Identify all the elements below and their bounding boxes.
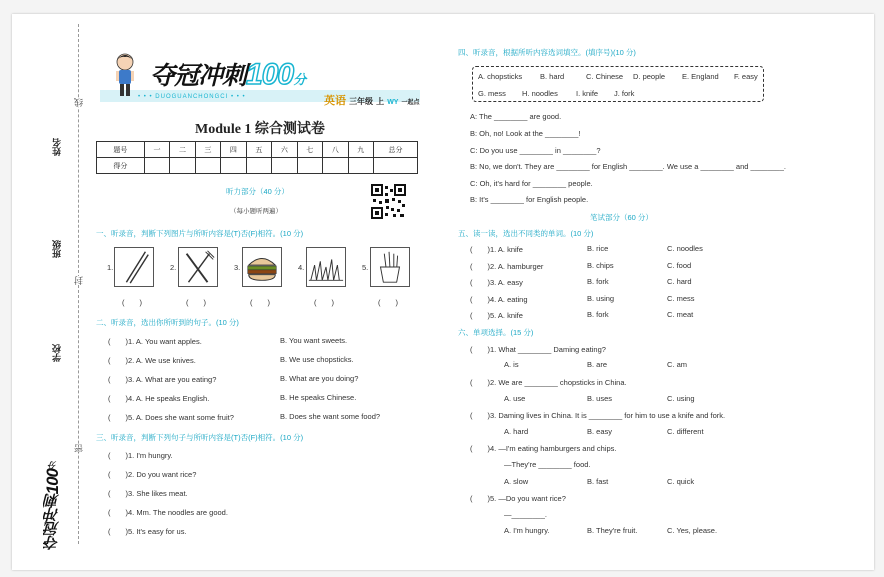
mc-option: C. using xyxy=(667,394,695,403)
choice-option: B. rice xyxy=(587,244,609,253)
knife-fork-icon xyxy=(179,248,217,286)
word-option: C. Chinese xyxy=(586,72,624,81)
mc-option: C. am xyxy=(667,360,688,369)
section-3-title: 三、听录音，判断下列句子与所听内容是(T)否(F)相符。(10 分) xyxy=(96,433,304,442)
mc-option: C. different xyxy=(667,427,704,436)
question-right: B. You want sweets. xyxy=(280,336,348,345)
word-option: H. noodles xyxy=(522,89,558,98)
picture-box xyxy=(178,247,218,287)
question-item: ( )3. She likes meat. xyxy=(108,489,188,498)
mc-option: B. are xyxy=(587,360,608,369)
picture-box xyxy=(114,247,154,287)
mc-option: A. use xyxy=(504,394,526,403)
question-right: B. What are you doing? xyxy=(280,374,359,383)
question-left: ( )4. A. He speaks English. xyxy=(108,394,210,403)
mc-question: ( )4. —I'm eating hamburgers and chips. xyxy=(470,444,617,453)
question-right: B. He speaks Chinese. xyxy=(280,393,357,402)
score-input[interactable] xyxy=(221,158,246,174)
choice-option: C. meat xyxy=(667,310,694,319)
chopsticks-icon xyxy=(115,248,153,286)
fries-icon xyxy=(371,248,409,286)
mc-option: B. fast xyxy=(587,477,609,486)
choice-option: B. chips xyxy=(587,261,614,270)
score-input[interactable] xyxy=(246,158,271,174)
score-cell: 五 xyxy=(246,142,271,158)
question-item: ( )1. I'm hungry. xyxy=(108,451,173,460)
dialogue-line: C: Oh, it's hard for ________ people. xyxy=(470,179,593,188)
picture-box xyxy=(306,247,346,287)
section-1-title: 一、听录音，判断下列图片与所听内容是(T)否(F)相符。(10 分) xyxy=(96,229,304,238)
word-option: F. easy xyxy=(734,72,758,81)
score-cell: 九 xyxy=(348,142,374,158)
choice-option: C. noodles xyxy=(667,244,703,253)
mc-question: ( )3. Daming lives in China. It is ________ for him to use a knife and fork. xyxy=(470,411,726,420)
s1-number: 1. xyxy=(107,263,114,272)
question-item: ( )2. Do you want rice? xyxy=(108,470,197,479)
mc-option: A. is xyxy=(504,360,519,369)
mc-question: ( )5. —Do you want rice? xyxy=(470,494,566,503)
mascot-icon xyxy=(110,50,140,104)
picture-box xyxy=(242,247,282,287)
picture-box xyxy=(370,247,410,287)
mc-question: ( )2. We are ________ chopsticks in China. xyxy=(470,378,627,387)
score-input[interactable] xyxy=(348,158,374,174)
logo-pinyin: • • • DUOGUANCHONGCI • • • xyxy=(138,94,246,100)
choice-question: ( )1. A. knife xyxy=(470,245,523,254)
score-cell: 六 xyxy=(272,142,297,158)
word-option: E. England xyxy=(682,72,719,81)
section-2-title: 二、听录音，选出你所听到的句子。(10 分) xyxy=(96,318,239,327)
word-option: I. knife xyxy=(576,89,599,98)
name-label: 姓名 xyxy=(52,138,62,156)
word-option: B. hard xyxy=(540,72,565,81)
answer-blank[interactable]: ( ) xyxy=(122,298,142,307)
mc-question: ( )1. What ________ Daming eating? xyxy=(470,345,606,354)
choice-option: B. using xyxy=(587,294,615,303)
mc-option: A. I'm hungry. xyxy=(504,526,550,535)
score-cell: 四 xyxy=(221,142,246,158)
qr-code-icon xyxy=(371,184,406,219)
choice-question: ( )4. A. eating xyxy=(470,295,528,304)
dialogue-line: B: No, we don't. They are ________ for English ________. We use a ________ and ________. xyxy=(470,162,786,171)
question-right: B. Does she want some food? xyxy=(280,412,381,421)
score-cell: 八 xyxy=(323,142,348,158)
score-cell: 七 xyxy=(297,142,322,158)
header-logo xyxy=(100,44,420,120)
exam-title: Module 1 综合测试卷 xyxy=(195,122,325,137)
dialogue-line: B: Oh, no! Look at the ________! xyxy=(470,129,581,138)
mc-option: B. uses xyxy=(587,394,613,403)
score-input[interactable] xyxy=(297,158,322,174)
choice-option: C. food xyxy=(667,261,692,270)
score-table xyxy=(96,141,418,174)
line-mark: 线 xyxy=(74,98,84,107)
grass-icon xyxy=(307,248,345,286)
word-option: G. mess xyxy=(478,89,506,98)
mc-option: C. quick xyxy=(667,477,695,486)
answer-blank[interactable]: ( ) xyxy=(314,298,334,307)
score-cell: 得分 xyxy=(97,158,145,174)
question-left: ( )1. A. You want apples. xyxy=(108,337,202,346)
score-cell: 总分 xyxy=(374,142,418,158)
word-option: D. people xyxy=(633,72,666,81)
s1-number: 5. xyxy=(362,263,369,272)
dialogue-line: C: Do you use ________ in ________? xyxy=(470,146,601,155)
side-logo: 夺冠冲刺100分 xyxy=(43,462,62,551)
choice-option: C. hard xyxy=(667,277,692,286)
score-cell: 三 xyxy=(195,142,220,158)
subject-line: 英语 三年级 上 WY 一起点 xyxy=(324,95,420,107)
secret-mark: 密 xyxy=(74,444,84,453)
score-input[interactable] xyxy=(272,158,297,174)
question-left: ( )2. A. We use knives. xyxy=(108,356,196,365)
s1-number: 2. xyxy=(170,263,177,272)
dialogue-line: B: It's ________ for English people. xyxy=(470,195,589,204)
score-cell: 题号 xyxy=(97,142,145,158)
seal-mark: 封 xyxy=(74,276,84,285)
question-item: ( )4. Mm. The noodles are good. xyxy=(108,508,228,517)
logo-title: 夺冠冲刺100分 xyxy=(150,58,306,91)
word-option: J. fork xyxy=(614,89,635,98)
hamburger-icon xyxy=(243,248,281,286)
score-cell: 一 xyxy=(144,142,169,158)
mc-option: C. Yes, please. xyxy=(667,526,718,535)
mc-option: B. They're fruit. xyxy=(587,526,638,535)
choice-question: ( )3. A. easy xyxy=(470,278,523,287)
mc-question-reply: —________. xyxy=(504,510,547,519)
mc-question-reply: —They're ________ food. xyxy=(504,460,591,469)
score-value-row xyxy=(97,158,418,174)
section-5-title: 五、读一读，选出不同类的单词。(10 分) xyxy=(458,229,594,238)
score-input[interactable] xyxy=(144,158,169,174)
choice-option: B. fork xyxy=(587,277,609,286)
dialogue-line: A: The ________ are good. xyxy=(470,112,562,121)
answer-blank[interactable]: ( ) xyxy=(378,298,398,307)
question-right: B. We use chopsticks. xyxy=(280,355,354,364)
answer-blank[interactable]: ( ) xyxy=(250,298,270,307)
section-6-title: 六、单项选择。(15 分) xyxy=(458,328,534,337)
section-4-title: 四、听录音，根据所听内容选词填空。(填序号)(10 分) xyxy=(458,48,636,57)
choice-option: C. mess xyxy=(667,294,695,303)
question-left: ( )5. A. Does she want some fruit? xyxy=(108,413,234,422)
mc-option: A. slow xyxy=(504,477,529,486)
choice-question: ( )2. A. hamburger xyxy=(470,262,544,271)
s1-number: 4. xyxy=(298,263,305,272)
score-header-row xyxy=(97,142,418,158)
choice-question: ( )5. A. knife xyxy=(470,311,523,320)
listening-part-title: 听力部分（40 分） xyxy=(226,187,289,196)
mc-option: A. hard xyxy=(504,427,529,436)
score-input[interactable] xyxy=(170,158,195,174)
class-label: 班级 xyxy=(52,240,62,258)
s1-number: 3. xyxy=(234,263,241,272)
score-input[interactable] xyxy=(374,158,418,174)
answer-blank[interactable]: ( ) xyxy=(186,298,206,307)
mc-option: B. easy xyxy=(587,427,613,436)
choice-option: B. fork xyxy=(587,310,609,319)
school-label: 学校 xyxy=(52,344,62,362)
question-item: ( )5. It's easy for us. xyxy=(108,527,187,536)
question-left: ( )3. A. What are you eating? xyxy=(108,375,217,384)
binding-strip xyxy=(12,14,92,570)
writing-part-title: 笔试部分（60 分） xyxy=(590,213,653,222)
word-option: A. chopsticks xyxy=(478,72,523,81)
exam-page xyxy=(12,14,874,570)
score-input[interactable] xyxy=(323,158,348,174)
score-input[interactable] xyxy=(195,158,220,174)
score-cell: 二 xyxy=(170,142,195,158)
listening-part-note: （每小题听两遍） xyxy=(230,208,282,215)
